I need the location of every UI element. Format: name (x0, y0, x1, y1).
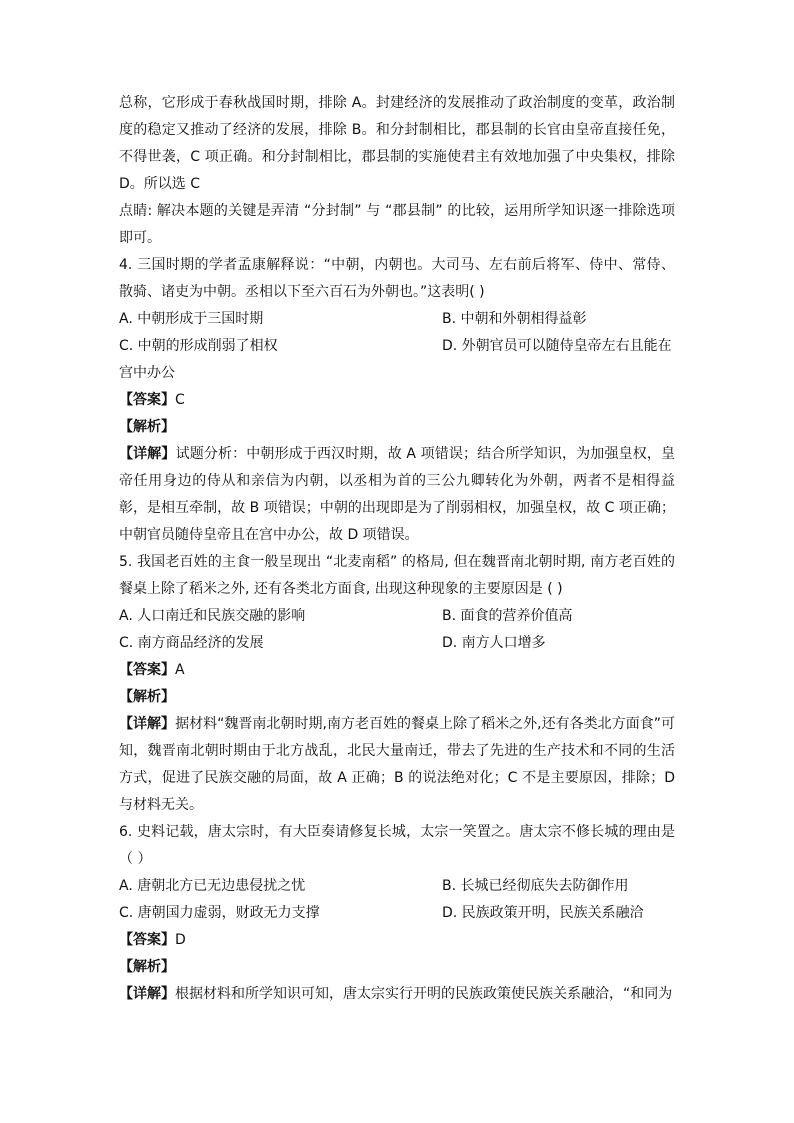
analysis-tag: 【解析】 (119, 419, 175, 435)
exam-page (119, 90, 675, 1008)
answer-value: D (175, 932, 186, 948)
detail-text: 试题分析：中朝形成于西汉时期，故 A 项错误；结合所学知识，为加强皇权，皇帝任用身边的侍从和亲信为内朝，以丞相为首的三公九卿转化为外朝，两者不是相得益彰，是相互牵制，故 B 项错误；中朝的出现即是为了削弱相权，加强皇权，故 C 项正确；中朝官员随侍皇帝且在宫中办公，故 D 项错误。 (119, 446, 676, 543)
q6-stem: 6. 史料记载，唐太宗时，有大臣奏请修复长城，太宗一笑置之。唐太宗不修长城的理由是 （ ） (119, 824, 675, 867)
q5-options (119, 603, 675, 657)
q6-option-a: A. 唐朝北方已无边患侵扰之忧 (119, 878, 306, 894)
q5-detail (119, 711, 675, 819)
q4-option-b: B. 中朝和外朝相得益彰 (442, 311, 587, 327)
q5-option-b: B. 面食的营养价值高 (442, 608, 573, 624)
q5-option-d: D. 南方人口增多 (442, 635, 546, 651)
analysis-tag: 【解析】 (119, 959, 175, 975)
answer-tag: 【答案】 (119, 932, 175, 948)
q5-stem: 5. 我国老百姓的主食一般呈现出 “北麦南稻” 的格局, 但在魏晋南北朝时期, 南方老百姓的餐桌上除了稻米之外, 还有各类北方面食, 出现这种现象的主要原因是 ( ) (119, 554, 675, 597)
detail-text: 据材料“魏晋南北朝时期,南方老百姓的餐桌上除了稻米之外,还有各类北方面食”可知，魏晋南北朝时期由于北方战乱，北民大量南迁，带去了先进的生产技术和不同的生活方式，促进了民族交融的局面，故 A 正确；B 的说法绝对化；C 不是主要原因，排除；D 与材料无关。 (119, 716, 676, 813)
detail-tag: 【详解】 (119, 446, 176, 462)
q4-answer (119, 387, 675, 414)
q5-option-c: C. 南方商品经济的发展 (119, 635, 264, 651)
q5-option-a: A. 人口南迁和民族交融的影响 (119, 608, 306, 624)
answer-value: A (175, 662, 185, 678)
q4-options (119, 306, 675, 360)
q5-answer (119, 657, 675, 684)
q4-analysis-heading (119, 414, 675, 441)
detail-text: 根据材料和所学知识可知，唐太宗实行开明的民族政策使民族关系融洽，“和同为 (175, 986, 673, 1002)
q4-option-d-continued: 宫中办公 (119, 365, 175, 381)
detail-tag: 【详解】 (119, 716, 176, 732)
q4-detail (119, 441, 675, 549)
q3-explanation: 总称，它形成于春秋战国时期，排除 A。封建经济的发展推动了政治制度的变革，政治制度的稳定又推动了经济的发展，排除 B。和分封制相比，郡县制的长官由皇帝直接任免，不得世袭，C 项正确。和分封制相比，郡县制的实施使君主有效地加强了中央集权，排除 D。所以选 C (119, 95, 675, 192)
analysis-tag: 【解析】 (119, 689, 175, 705)
q6-options (119, 873, 675, 927)
detail-tag: 【详解】 (119, 986, 175, 1002)
answer-value: C (175, 392, 185, 408)
q6-detail (119, 981, 675, 1008)
q6-option-b: B. 长城已经彻底失去防御作用 (442, 878, 629, 894)
q4-option-a: A. 中朝形成于三国时期 (119, 311, 264, 327)
q4-option-c: C. 中朝的形成削弱了相权 (119, 338, 278, 354)
q5-analysis-heading (119, 684, 675, 711)
q3-tip: 点睛: 解决本题的关键是弄清 “分封制” 与 “郡县制” 的比较，运用所学知识逐一排除选项即可。 (119, 203, 675, 246)
q6-option-d: D. 民族政策开明，民族关系融洽 (442, 905, 644, 921)
answer-tag: 【答案】 (119, 662, 175, 678)
q6-answer (119, 927, 675, 954)
answer-tag: 【答案】 (119, 392, 175, 408)
q4-option-d: D. 外朝官员可以随侍皇帝左右且能在 (442, 338, 672, 354)
q6-option-c: C. 唐朝国力虚弱，财政无力支撑 (119, 905, 320, 921)
q6-analysis-heading (119, 954, 675, 981)
q4-stem: 4. 三国时期的学者孟康解释说：“中朝，内朝也。大司马、左右前后将军、侍中、常侍、散骑、诸吏为中朝。丞相以下至六百石为外朝也。”这表明( ) (119, 257, 675, 300)
